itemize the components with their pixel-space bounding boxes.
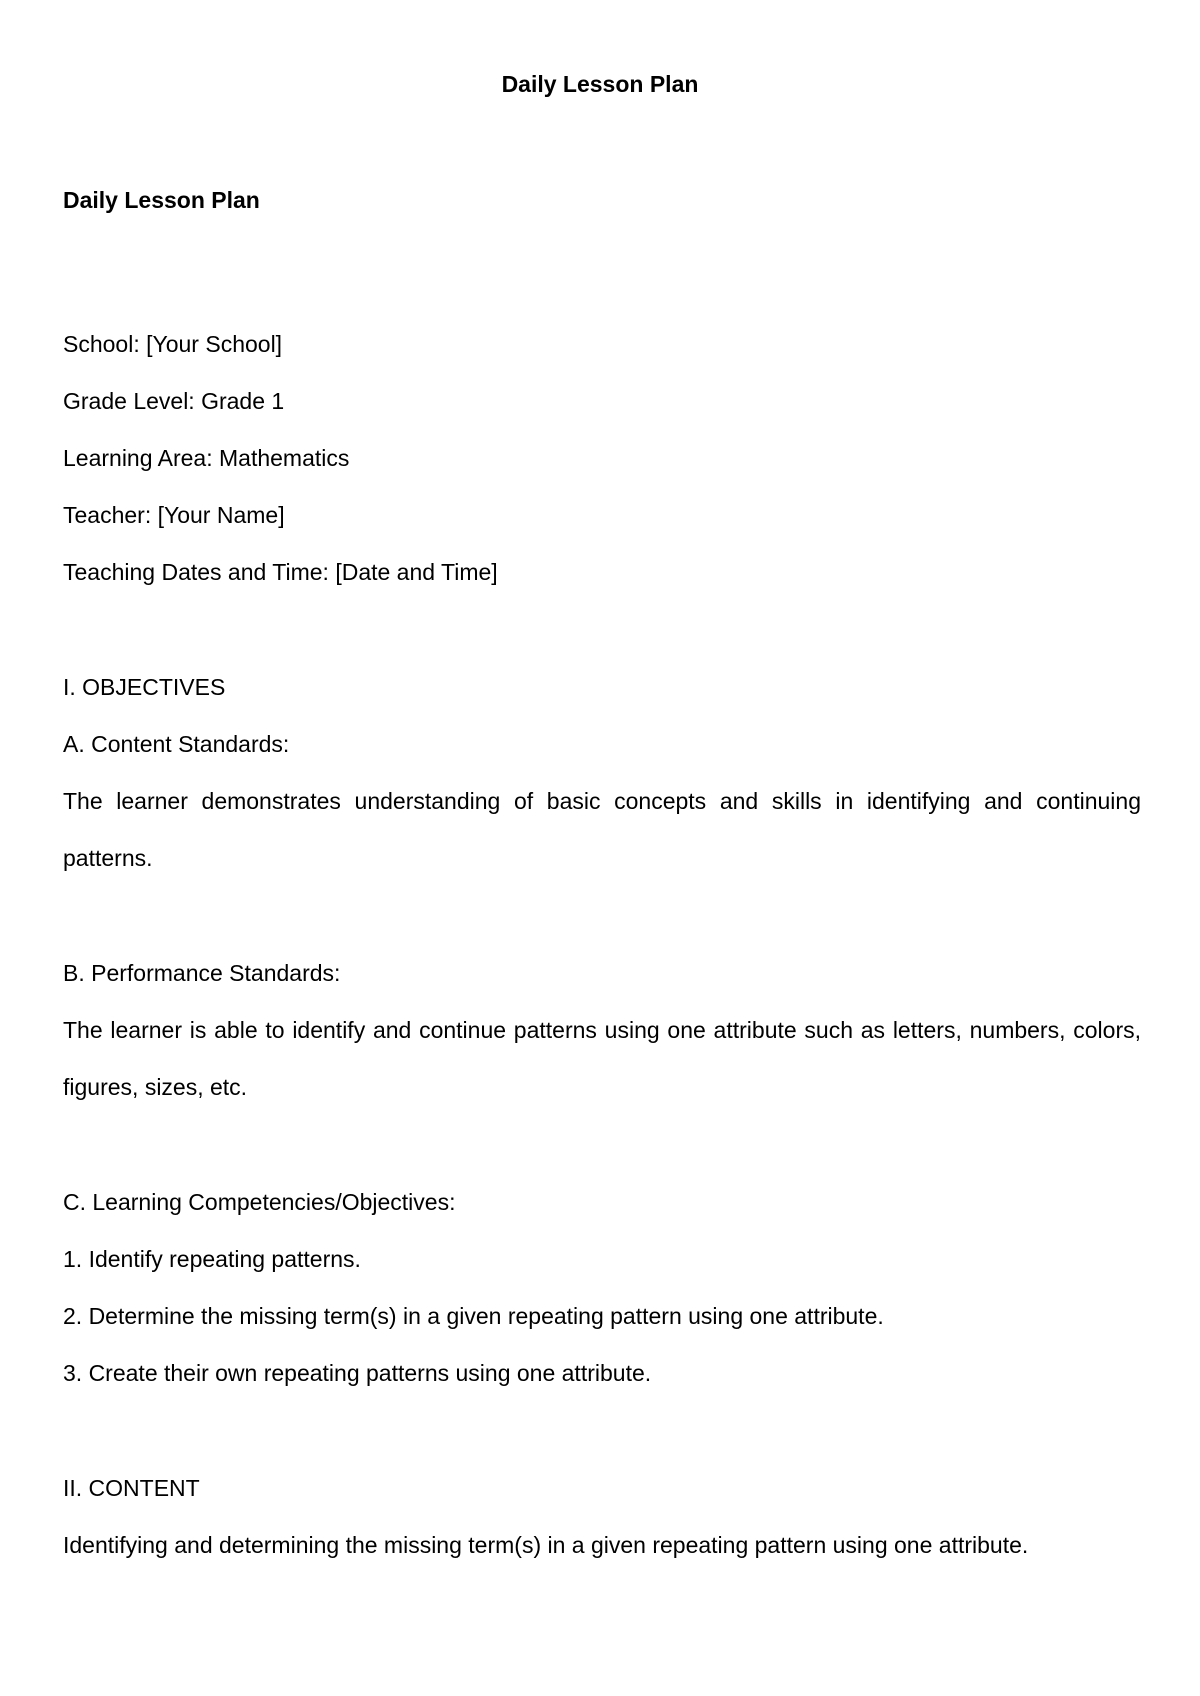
content-standards-text: The learner demonstrates understanding of basic concepts and skills in identifying and continuing patterns. [63, 788, 1141, 871]
competencies-heading: C. Learning Competencies/Objectives: [63, 1189, 456, 1215]
performance-standards-text: The learner is able to identify and continue patterns using one attribute such as letters, numbers, colors, figures, sizes, etc. [63, 1017, 1141, 1100]
grade-level-field: Grade Level: Grade 1 [63, 388, 285, 414]
content-heading: II. CONTENT [63, 1475, 200, 1501]
competency-item: 1. Identify repeating patterns. [63, 1246, 361, 1272]
document-title: Daily Lesson Plan [501, 71, 699, 97]
learning-area-field: Learning Area: Mathematics [63, 445, 350, 471]
teaching-dates-field: Teaching Dates and Time: [Date and Time] [63, 559, 498, 585]
teacher-field: Teacher: [Your Name] [63, 502, 285, 528]
competency-item: 2. Determine the missing term(s) in a given repeating pattern using one attribute. [63, 1303, 884, 1329]
performance-standards-heading: B. Performance Standards: [63, 960, 341, 986]
content-text: Identifying and determining the missing term(s) in a given repeating pattern using one attribute. [63, 1532, 1029, 1558]
school-field: School: [Your School] [63, 331, 283, 357]
objectives-heading: I. OBJECTIVES [63, 674, 226, 700]
competency-item: 3. Create their own repeating patterns using one attribute. [63, 1360, 652, 1386]
content-standards-heading: A. Content Standards: [63, 731, 290, 757]
document-subtitle: Daily Lesson Plan [63, 187, 260, 213]
